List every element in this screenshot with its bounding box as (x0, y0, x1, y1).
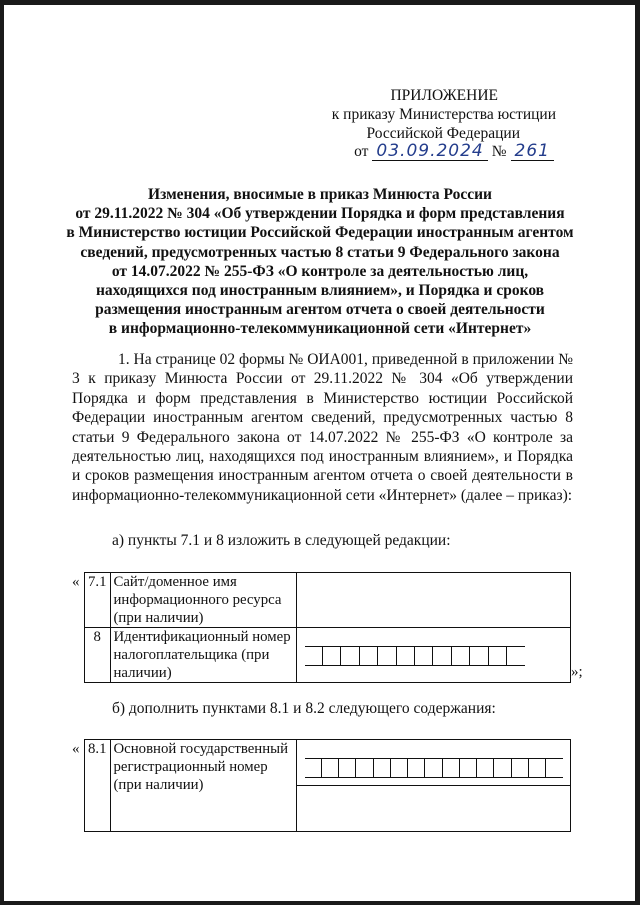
table-row (85, 628, 571, 683)
appendix-date-line (354, 142, 554, 161)
handwritten-number: 261 (511, 142, 554, 161)
row-label: Идентификационный номер налогоплательщика (при наличии) (110, 628, 296, 683)
scan-border-bottom (0, 901, 640, 905)
heading-line: Изменения, вносимые в приказ Минюста России (148, 186, 492, 203)
row-number: 8 (85, 628, 111, 683)
table-item-8-1 (84, 739, 571, 832)
value-field (296, 573, 571, 628)
row-number: 8.1 (85, 740, 111, 832)
table-row (85, 573, 571, 628)
value-field (296, 740, 571, 832)
appendix-line-1: к приказу Министерства юстиции (331, 106, 556, 123)
inn-cells (305, 646, 525, 666)
open-quote: « (72, 741, 80, 757)
heading-line: в Министерство юстиции Российской Федерации иностранным агентом (66, 224, 574, 242)
handwritten-date: 03.09.2024 (372, 142, 487, 161)
table-row (85, 740, 571, 832)
scan-border-right (635, 0, 640, 905)
table-items-7-1-8 (84, 572, 571, 683)
paragraph-1: 1. На странице 02 формы № ОИА001, приведенной в приложении № 3 к приказу Минюста России от 29.11.2022 № 304 «Об утверждении Порядка и форм представления в Министерство юстиции Российской Федерации иностранным агентом сведений, предусмотренных частью 8 статьи 9 Федерального закона от 14.07.2022 № 255-ФЗ «О контроле за деятельностью лиц, находящихся под иностранным влиянием», и Порядка и сроков размещения иностранным агентом отчета о своей деятельности в информационно-телекоммуникационной сети «Интернет» (далее – приказ): (72, 351, 573, 504)
heading-line: находящихся под иностранным влиянием», и Порядка и сроков (95, 282, 545, 300)
body-text (72, 350, 573, 505)
heading-line: сведений, предусмотренных частью 8 статьи 9 Федерального закона (80, 243, 560, 261)
ot-label: от (354, 143, 369, 160)
row-label: Сайт/доменное имя информационного ресурса (при наличии) (110, 573, 296, 628)
document-heading (50, 185, 590, 339)
appendix-line-2: Российской Федерации (366, 125, 520, 142)
scan-border-top (0, 0, 640, 5)
value-field (296, 628, 571, 683)
row-number: 7.1 (85, 573, 111, 628)
sub-item-b: б) дополнить пунктами 8.1 и 8.2 следующего содержания: (112, 700, 496, 717)
heading-line: размещения иностранным агентом отчета о своей деятельности (95, 301, 545, 319)
ogrn-cells (305, 758, 563, 778)
number-sign: № (491, 143, 507, 160)
open-quote: « (72, 574, 80, 590)
row-label: Основной государственный регистрационный номер (при наличии) (110, 740, 296, 832)
scan-border-left (0, 0, 4, 905)
appendix-title: ПРИЛОЖЕНИЕ (390, 87, 498, 104)
sub-item-a: а) пункты 7.1 и 8 изложить в следующей редакции: (112, 532, 451, 549)
heading-line: в информационно-телекоммуникационной сети «Интернет» (108, 320, 532, 338)
heading-line: от 14.07.2022 № 255-ФЗ «О контроле за деятельностью лиц, (111, 262, 529, 280)
heading-line: от 29.11.2022 № 304 «Об утверждении Порядка и форм представления (75, 205, 565, 223)
close-quote: »; (571, 664, 583, 680)
